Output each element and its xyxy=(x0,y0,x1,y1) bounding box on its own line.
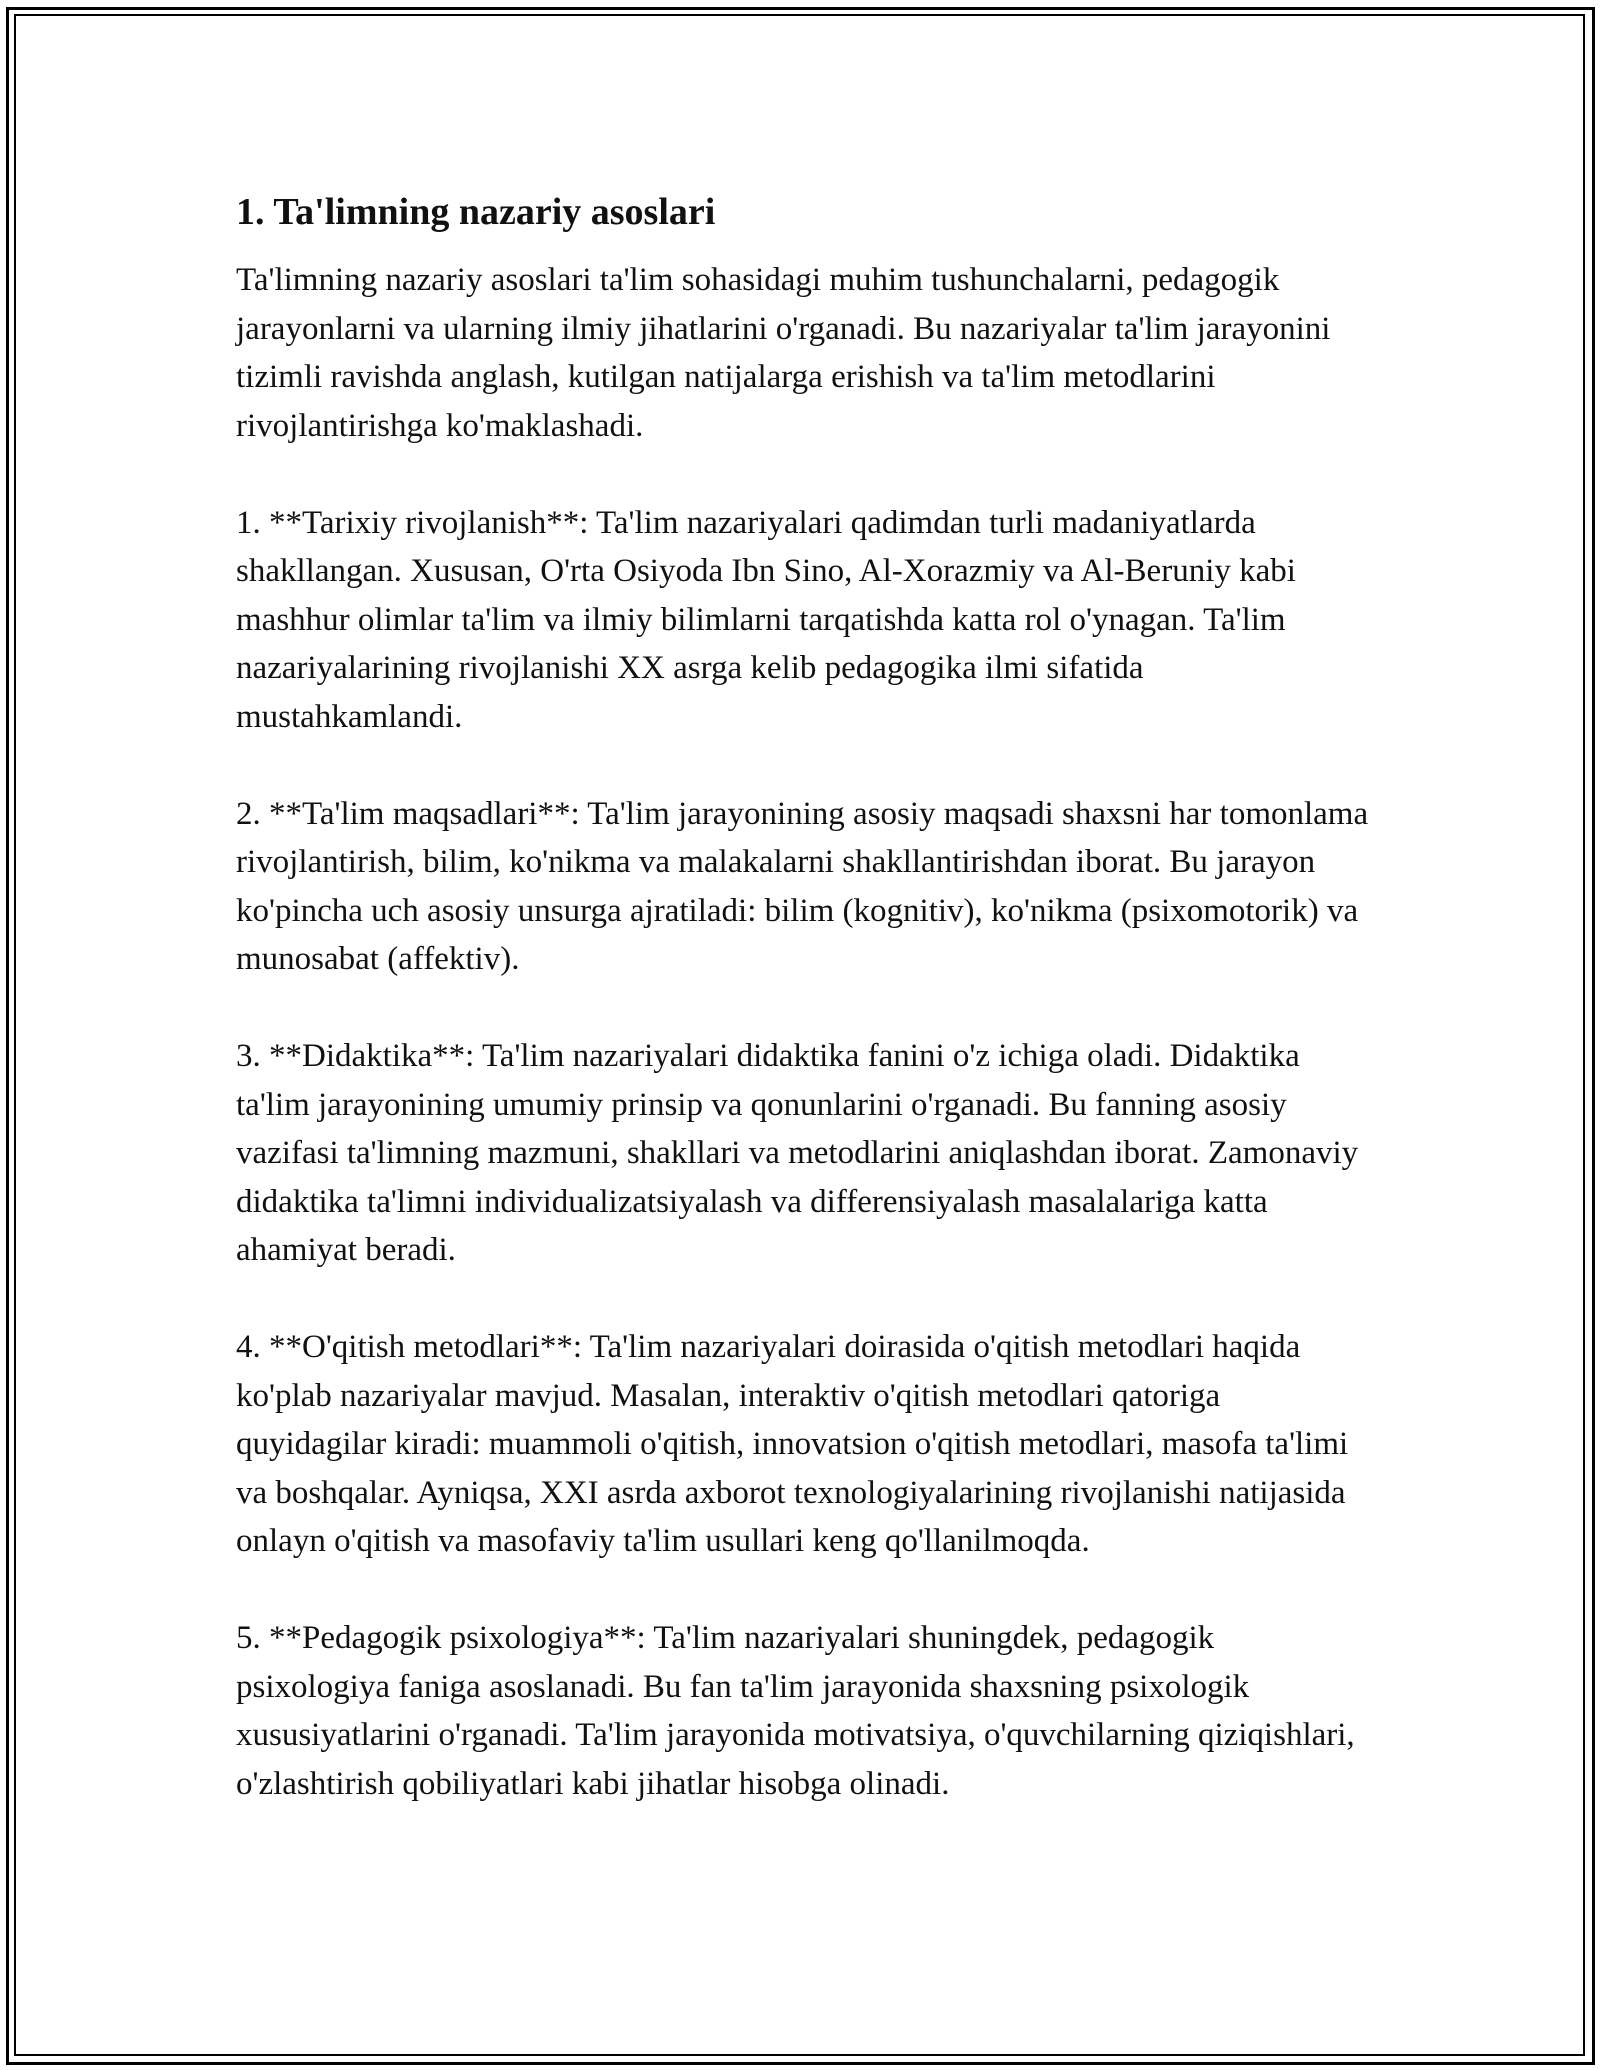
document-body xyxy=(236,188,1376,1808)
paragraph-teaching-methods: 4. **O'qitish metodlari**: Ta'lim nazariyalari doirasida o'qitish metodlari haqida ko'plab nazariyalar mavjud. Masalan, interaktiv o'qitish metodlari qatoriga quyidagilar kiradi: muammoli o'qitish, innovatsion o'qitish metodlari, masofa ta'limi va boshqalar. Ayniqsa, XXI asrda axborot texnologiyalarining rivojlanishi natijasida onlayn o'qitish va masofaviy ta'lim usullari keng qo'llanilmoqda. xyxy=(236,1329,1349,1559)
paragraph-historical-development: 1. **Tarixiy rivojlanish**: Ta'lim nazariyalari qadimdan turli madaniyatlarda shakllangan. Xususan, O'rta Osiyoda Ibn Sino, Al-Xorazmiy va Al-Beruniy kabi mashhur olimlar ta'lim va ilmiy bilimlarni tarqatishda katta rol o'ynagan. Ta'lim nazariyalarining rivojlanishi XX asrga kelib pedagogika ilmi sifatida mustahkamlandi. xyxy=(236,504,1296,735)
document-title: 1. Ta'limning nazariy asoslari xyxy=(236,191,716,233)
paragraph-pedagogical-psychology: 5. **Pedagogik psixologiya**: Ta'lim nazariyalari shuningdek, pedagogik psixologiya faniga asoslanadi. Bu fan ta'lim jarayonida shaxsning psixologik xususiyatlarini o'rganadi. Ta'lim jarayonida motivatsiya, o'quvchilarning qiziqishlari, o'zlashtirish qobiliyatlari kabi jihatlar hisobga olinadi. xyxy=(236,1620,1355,1802)
paragraph-education-goals: 2. **Ta'lim maqsadlari**: Ta'lim jarayonining asosiy maqsadi shaxsni har tomonlama rivojlantirish, bilim, ko'nikma va malakalarni shakllantirishdan iborat. Bu jarayon ko'pincha uch asosiy unsurga ajratiladi: bilim (kognitiv), ko'nikma (psixomotorik) va munosabat (affektiv). xyxy=(236,795,1369,977)
paragraph-didactics: 3. **Didaktika**: Ta'lim nazariyalari didaktika fanini o'z ichiga oladi. Didaktika ta'lim jarayonining umumiy prinsip va qonunlarini o'rganadi. Bu fanning asosiy vazifasi ta'limning mazmuni, shakllari va metodlarini aniqlashdan iborat. Zamonaviy didaktika ta'limni individualizatsiyalash va differensiyalash masalalariga katta ahamiyat beradi. xyxy=(236,1038,1359,1268)
intro-paragraph: Ta'limning nazariy asoslari ta'lim sohasidagi muhim tushunchalarni, pedagogik jarayonlarni va ularning ilmiy jihatlarini o'rganadi. Bu nazariyalar ta'lim jarayonini tizimli ravishda anglash, kutilgan natijalarga erishish va ta'lim metodlarini rivojlantirishga ko'maklashadi. xyxy=(236,262,1331,444)
